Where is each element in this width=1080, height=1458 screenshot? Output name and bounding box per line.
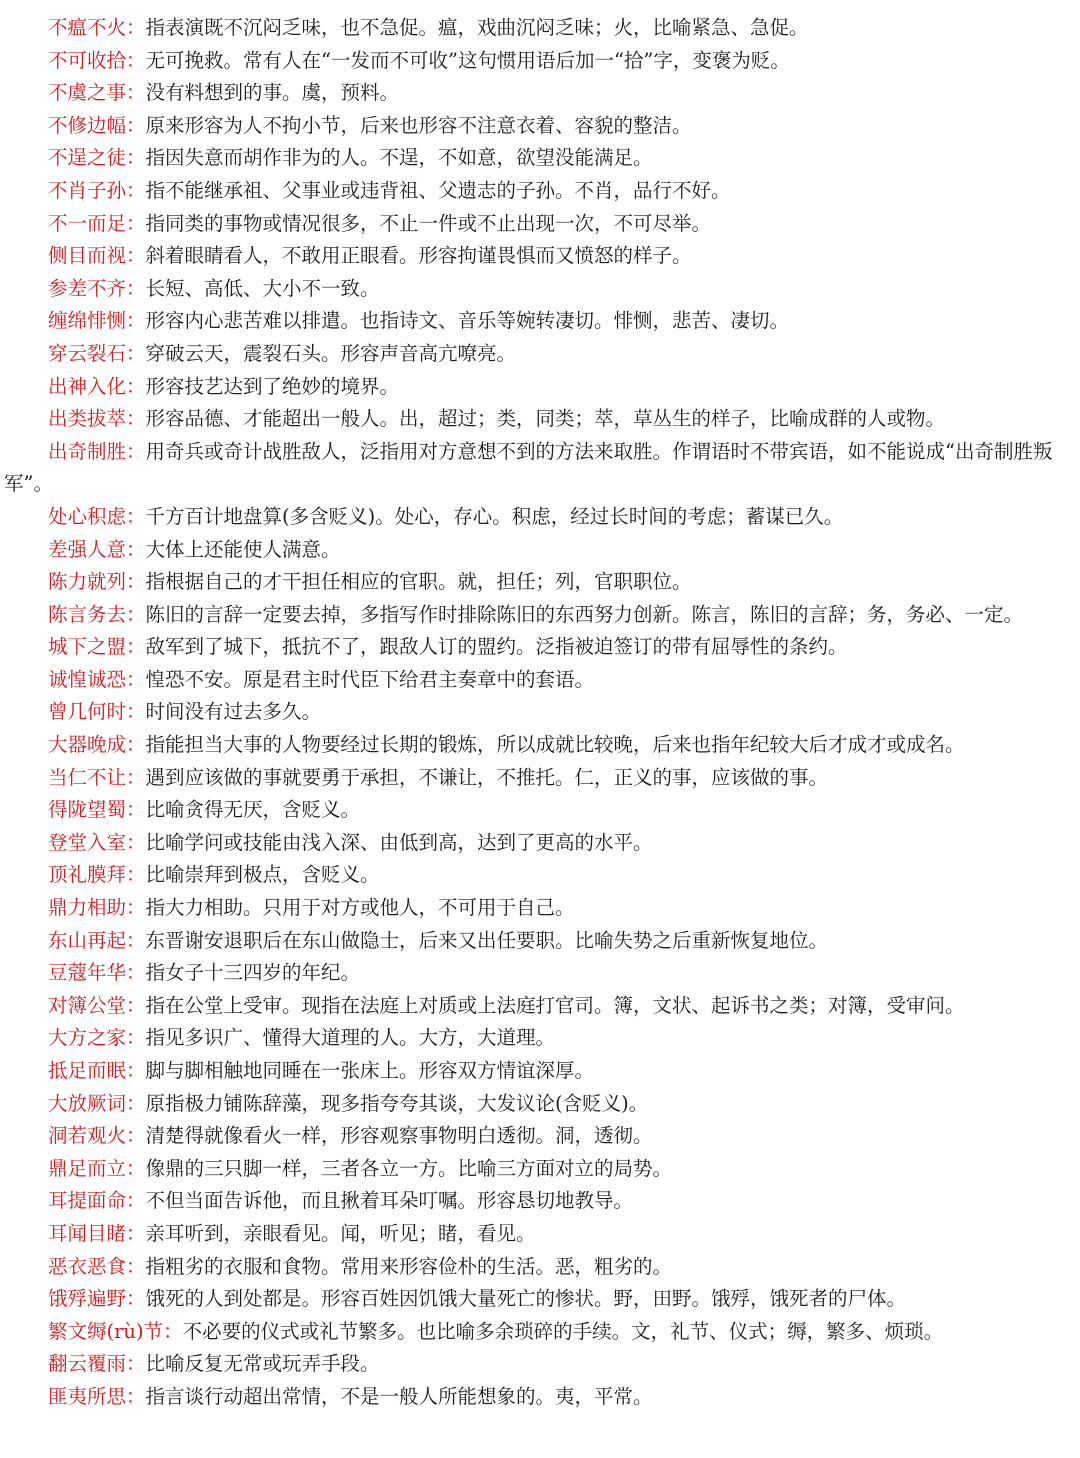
idiom-definition: 指粗劣的衣服和食物。常用来形容俭朴的生活。恶，粗劣的。	[145, 1254, 673, 1278]
idiom-term: 顶礼膜拜：	[48, 863, 146, 887]
idiom-definition: 指见多识广、懂得大道理的人。大方，大道理。	[145, 1026, 556, 1050]
idiom-entry	[4, 794, 1072, 827]
idiom-term: 不逞之徒：	[48, 146, 146, 170]
idiom-definition: 脚与脚相触地同睡在一张床上。形容双方情谊深厚。	[145, 1059, 595, 1082]
idiom-entry	[4, 45, 1072, 78]
idiom-entry	[4, 77, 1072, 110]
idiom-definition: 原指极力铺陈辞藻，现多指夸夸其谈，大发议论(含贬义)。	[145, 1091, 649, 1115]
idiom-term: 得陇望蜀：	[48, 798, 146, 822]
idiom-definition: 敌军到了城下，抵抗不了，跟敌人订的盟约。泛指被迫签订的带有屈辱性的条约。	[145, 635, 848, 659]
idiom-entry	[4, 1022, 1072, 1055]
idiom-definition: 不但当面告诉他，而且揪着耳朵叮嘱。形容恳切地教导。	[145, 1189, 634, 1213]
idiom-entry	[4, 1153, 1072, 1186]
idiom-entry	[4, 827, 1072, 860]
idiom-definition: 遇到应该做的事就要勇于承担，不谦让，不推托。仁，正义的事，应该做的事。	[145, 765, 829, 789]
idiom-definition: 指能担当大事的人物要经过长期的锻炼，所以成就比较晚，后来也指年纪较大后才成才或成名。	[145, 733, 965, 757]
idiom-entry	[4, 1055, 1072, 1088]
idiom-term: 登堂入室：	[48, 830, 146, 854]
idiom-entry	[4, 501, 1072, 534]
idiom-entry	[4, 1316, 1072, 1349]
idiom-definition: 原来形容为人不拘小节，后来也形容不注意衣着、容貌的整洁。	[145, 113, 692, 137]
idiom-definition: 指因失意而胡作非为的人。不逞，不如意，欲望没能满足。	[145, 146, 653, 170]
idiom-term: 不瘟不火：	[48, 16, 146, 39]
idiom-definition: 长短、高低、大小不一致。	[145, 276, 380, 300]
idiom-entry	[4, 240, 1072, 273]
idiom-term: 抵足而眠：	[48, 1059, 146, 1082]
idiom-entry	[4, 208, 1072, 241]
idiom-term: 陈言务去：	[48, 602, 146, 626]
idiom-entry	[4, 175, 1072, 208]
idiom-term: 大器晚成：	[48, 733, 146, 757]
idiom-definition: 比喻贪得无厌，含贬义。	[145, 798, 361, 822]
idiom-definition: 比喻反复无常或玩弄手段。	[145, 1352, 380, 1376]
idiom-entry	[4, 1381, 1072, 1414]
idiom-definition: 时间没有过去多久。	[145, 700, 322, 724]
idiom-entry	[4, 338, 1072, 371]
idiom-entry	[4, 729, 1072, 762]
idiom-entry	[4, 859, 1072, 892]
idiom-definition: 指言谈行动超出常情，不是一般人所能想象的。夷，平常。	[145, 1384, 653, 1408]
idiom-entry	[4, 1218, 1072, 1251]
idiom-definition: 形容技艺达到了绝妙的境界。	[145, 374, 400, 398]
idiom-term: 曾几何时：	[48, 700, 146, 724]
idiom-term: 翻云覆雨：	[48, 1352, 146, 1376]
idiom-definition: 大体上还能使人满意。	[145, 537, 341, 561]
idiom-term: 鼎足而立：	[48, 1156, 146, 1180]
idiom-term: 耳闻目睹：	[48, 1221, 146, 1245]
idiom-term: 洞若观火：	[48, 1124, 146, 1148]
idiom-definition: 比喻崇拜到极点，含贬义。	[145, 863, 380, 887]
idiom-term: 不可收拾：	[48, 48, 146, 72]
idiom-term: 缠绵悱恻：	[48, 309, 146, 333]
idiom-entry	[4, 925, 1072, 958]
idiom-term: 不修边幅：	[48, 113, 146, 137]
idiom-entry	[4, 762, 1072, 795]
idiom-definition: 惶恐不安。原是君主时代臣下给君主奏章中的套语。	[145, 667, 595, 691]
idiom-term: 穿云裂石：	[48, 341, 146, 365]
idiom-entry	[4, 1185, 1072, 1218]
idiom-definition: 无可挽救。常有人在“一发而不可收”这句惯用语后加一“拾”字，变褒为贬。	[145, 48, 790, 72]
idiom-term: 诚惶诚恐：	[48, 667, 146, 691]
idiom-term: 繁文缛(rù)节：	[48, 1319, 183, 1343]
idiom-definition: 像鼎的三只脚一样，三者各立一方。比喻三方面对立的局势。	[145, 1156, 673, 1180]
idiom-definition: 指女子十三四岁的年纪。	[145, 961, 361, 985]
idiom-definition: 亲耳听到，亲眼看见。闻，听见；睹，看见。	[145, 1221, 536, 1245]
idiom-term: 大放厥词：	[48, 1091, 146, 1115]
idiom-entry	[4, 305, 1072, 338]
idiom-term: 差强人意：	[48, 537, 146, 561]
idiom-term: 不一而足：	[48, 211, 146, 235]
idiom-definition: 斜着眼睛看人，不敢用正眼看。形容拘谨畏惧而又愤怒的样子。	[145, 244, 692, 268]
idiom-definition: 比喻学问或技能由浅入深、由低到高，达到了更高的水平。	[145, 830, 653, 854]
idiom-term: 恶衣恶食：	[48, 1254, 146, 1278]
idiom-definition: 指同类的事物或情况很多，不止一件或不止出现一次，不可尽举。	[145, 211, 712, 235]
idiom-definition: 指根据自己的才干担任相应的官职。就，担任；列，官职职位。	[145, 570, 692, 594]
idiom-term: 陈力就列：	[48, 570, 146, 594]
idiom-term: 参差不齐：	[48, 276, 146, 300]
idiom-term: 侧目而视：	[48, 244, 146, 268]
idiom-term: 不虞之事：	[48, 81, 146, 105]
idiom-definition: 指不能继承祖、父事业或违背祖、父遗志的子孙。不肖，品行不好。	[145, 178, 731, 202]
idiom-term: 不肖子孙：	[48, 178, 146, 202]
idiom-term: 对簿公堂：	[48, 993, 146, 1017]
idiom-term: 出神入化：	[48, 374, 146, 398]
idiom-entry	[4, 436, 1072, 501]
idiom-definition: 不必要的仪式或礼节繁多。也比喻多余琐碎的手续。文，礼节、仪式；缛，繁多、烦琐。	[182, 1319, 944, 1343]
idiom-term: 豆蔻年华：	[48, 961, 146, 985]
idiom-entry	[4, 631, 1072, 664]
idiom-entry	[4, 110, 1072, 143]
idiom-entry	[4, 142, 1072, 175]
idiom-entry	[4, 599, 1072, 632]
idiom-definition: 形容品德、才能超出一般人。出，超过；类，同类；萃，草丛生的样子，比喻成群的人或物。	[145, 407, 946, 431]
idiom-term: 大方之家：	[48, 1026, 146, 1050]
idiom-entry	[4, 1120, 1072, 1153]
idiom-definition: 穿破云天，震裂石头。形容声音高亢嘹亮。	[145, 341, 517, 365]
idiom-entry	[4, 990, 1072, 1023]
idiom-entry	[4, 273, 1072, 306]
idiom-entry	[4, 892, 1072, 925]
idiom-definition: 指在公堂上受审。现指在法庭上对质或上法庭打官司。簿，文状、起诉书之类；对簿，受审问。	[145, 993, 965, 1017]
idiom-term: 东山再起：	[48, 928, 146, 952]
idiom-entry	[4, 664, 1072, 697]
idiom-definition: 饿死的人到处都是。形容百姓因饥饿大量死亡的惨状。野，田野。饿殍，饿死者的尸体。	[145, 1287, 907, 1311]
idiom-entry	[4, 1348, 1072, 1381]
idiom-term: 当仁不让：	[48, 765, 146, 789]
idiom-term: 城下之盟：	[48, 635, 146, 659]
idiom-definition: 千方百计地盘算(多含贬义)。处心，存心。积虑，经过长时间的考虑；蓄谋已久。	[145, 504, 844, 528]
idiom-entry	[4, 12, 1072, 45]
idiom-entry	[4, 403, 1072, 436]
idiom-entry	[4, 566, 1072, 599]
idiom-entry	[4, 1251, 1072, 1284]
idiom-definition: 形容内心悲苦难以排遣。也指诗文、音乐等婉转凄切。悱恻，悲苦、凄切。	[145, 309, 790, 333]
idiom-definition: 没有料想到的事。虞，预料。	[145, 81, 400, 105]
idiom-entry	[4, 534, 1072, 567]
idiom-definition: 陈旧的言辞一定要去掉，多指写作时排除陈旧的东西努力创新。陈言，陈旧的言辞；务，务必、一定。	[145, 602, 1024, 626]
idiom-term: 饿殍遍野：	[48, 1287, 146, 1311]
idiom-term: 处心积虑：	[48, 504, 146, 528]
idiom-entry	[4, 371, 1072, 404]
idiom-definition: 用奇兵或奇计战胜敌人，泛指用对方意想不到的方法来取胜。作谓语时不带宾语，如不能说成“出奇制胜叛军”。	[4, 439, 1053, 496]
idiom-term: 出类拔萃：	[48, 407, 146, 431]
idiom-term: 出奇制胜：	[48, 439, 146, 463]
idiom-entry	[4, 1088, 1072, 1121]
idiom-definition: 东晋谢安退职后在东山做隐士，后来又出任要职。比喻失势之后重新恢复地位。	[145, 928, 829, 952]
idiom-entry	[4, 1283, 1072, 1316]
idiom-definition: 清楚得就像看火一样，形容观察事物明白透彻。洞，透彻。	[145, 1124, 653, 1148]
idiom-definition: 指大力相助。只用于对方或他人，不可用于自己。	[145, 896, 575, 920]
idiom-term: 耳提面命：	[48, 1189, 146, 1213]
idiom-entry	[4, 696, 1072, 729]
idiom-entry	[4, 957, 1072, 990]
idiom-term: 匪夷所思：	[48, 1384, 146, 1408]
idiom-term: 鼎力相助：	[48, 896, 146, 920]
idiom-definition: 指表演既不沉闷乏味，也不急促。瘟，戏曲沉闷乏味；火，比喻紧急、急促。	[145, 16, 809, 39]
